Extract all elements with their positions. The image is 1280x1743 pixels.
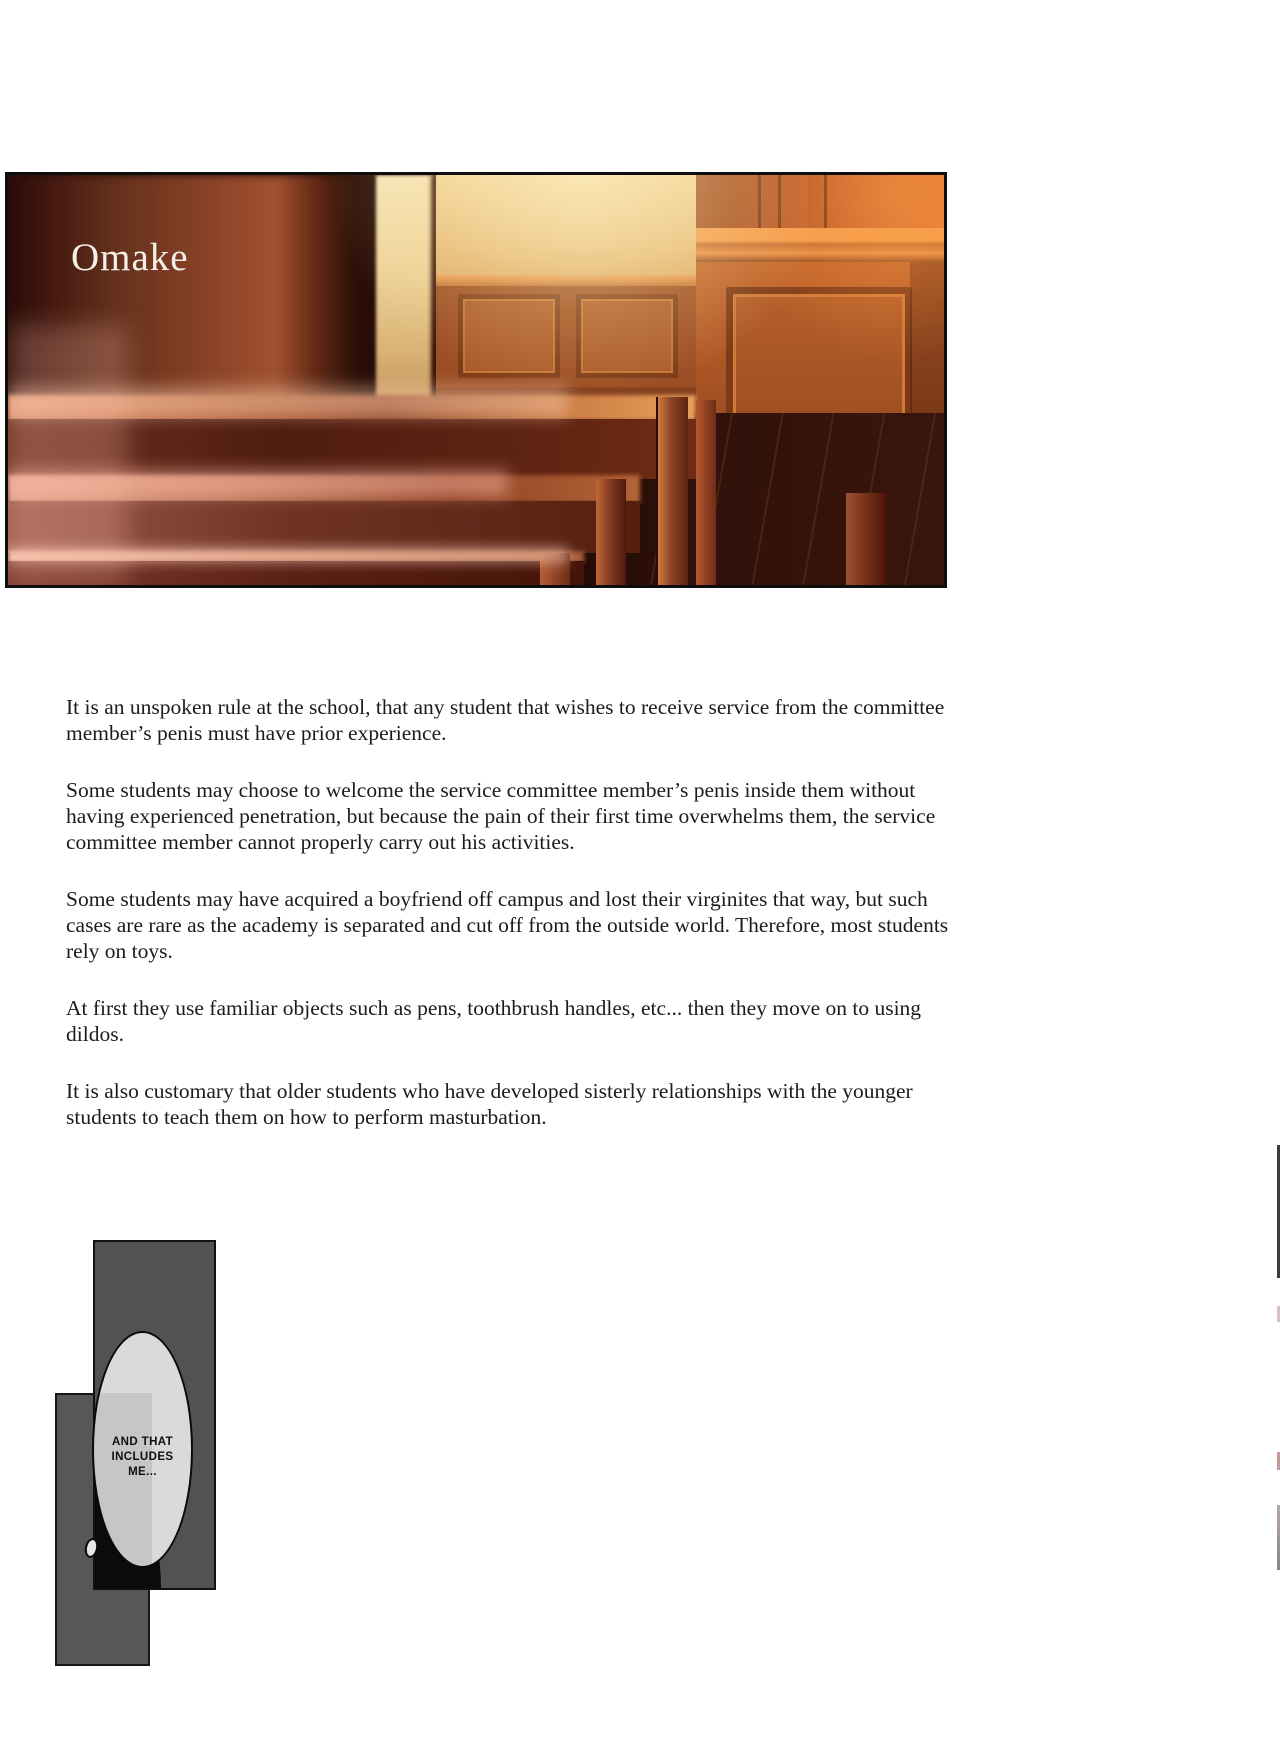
soft-haze	[8, 325, 128, 585]
paragraph: At first they use familiar objects such as pens, toothbrush handles, etc... then they move on to using dildos.	[66, 996, 922, 1046]
paragraph: Some students may have acquired a boyfriend off campus and lost their virginites that way, but such cases are rare as the academy is separated and cut off from the outside world. Therefore, most students rely on toys.	[66, 887, 949, 963]
pew-end-cap	[656, 397, 688, 585]
speech-line: INCLUDES	[111, 1451, 174, 1463]
pew-end-cap	[696, 400, 716, 585]
speech-bubble	[92, 1331, 193, 1568]
paragraph: It is an unspoken rule at the school, that any student that wishes to receive service from the committee member’s penis must have prior experience.	[66, 695, 945, 745]
speech-line: ME...	[128, 1466, 157, 1478]
paragraph: It is also customary that older students who have developed sisterly relationships with the younger students to teach them on how to perform masturbation.	[66, 1079, 913, 1129]
speech-bubble-shade	[94, 1393, 152, 1568]
pew-end-cap	[596, 479, 626, 585]
body-text	[66, 694, 961, 1161]
pew-end-cap	[846, 493, 886, 585]
speech-bubble-text	[94, 1435, 191, 1480]
light-bloom	[648, 175, 944, 375]
page-title: Omake	[71, 236, 189, 279]
paragraph: Some students may choose to welcome the service committee member’s penis inside them without having experienced penetration, but because the pain of their first time overwhelms them, the service committee member cannot properly carry out his activities.	[66, 778, 936, 854]
speech-line: AND THAT	[111, 1436, 174, 1448]
chapel-illustration	[5, 172, 947, 588]
